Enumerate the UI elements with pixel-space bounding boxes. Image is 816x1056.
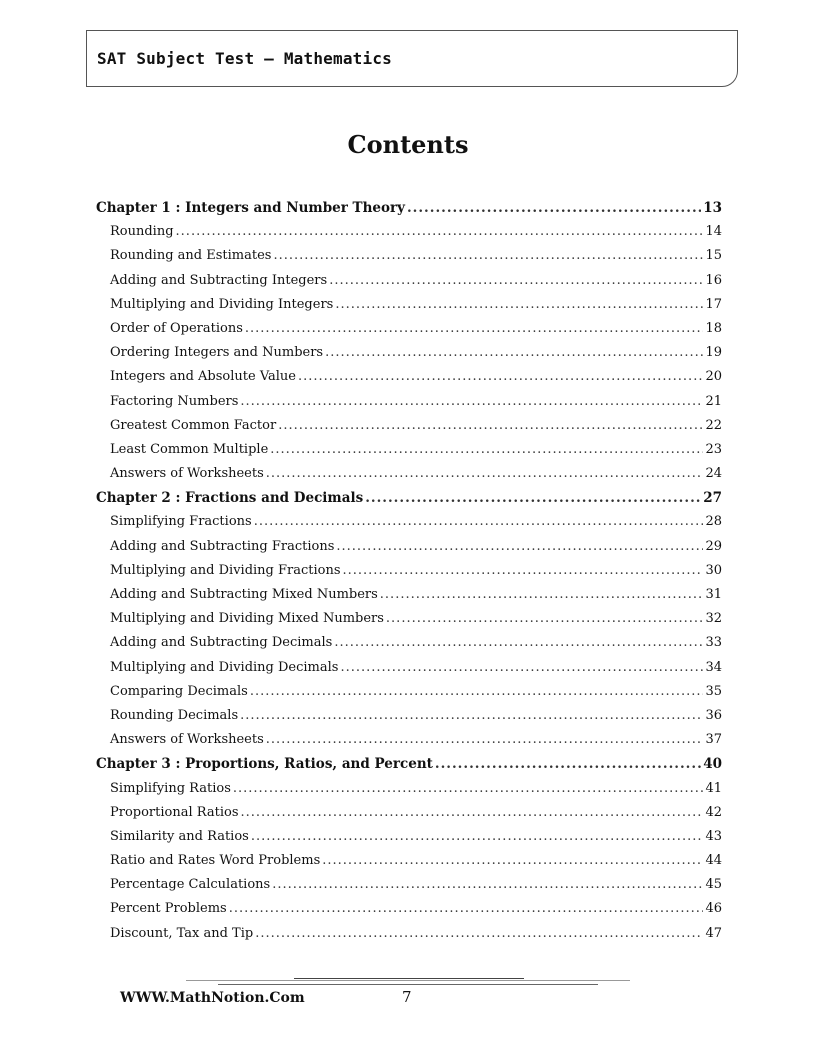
toc-section-row[interactable] xyxy=(96,656,722,680)
toc-entry-label: Multiplying and Dividing Decimals xyxy=(110,659,339,675)
toc-entry-page: 20 xyxy=(705,369,722,385)
toc-entry-page: 47 xyxy=(705,925,722,941)
toc-section-row[interactable] xyxy=(96,825,722,849)
toc-entry-label: Least Common Multiple xyxy=(110,441,269,457)
toc-entry-page: 15 xyxy=(705,248,722,264)
toc-entry-page: 34 xyxy=(705,659,722,675)
dot-leader xyxy=(365,486,701,510)
toc-section-row[interactable] xyxy=(96,607,722,631)
toc-entry-page: 18 xyxy=(705,320,722,336)
toc-section-row[interactable] xyxy=(96,559,722,583)
toc-section-row[interactable] xyxy=(96,849,722,873)
toc-section-row[interactable] xyxy=(96,220,722,244)
toc-entry-page: 24 xyxy=(705,466,722,482)
toc-entry-label: Integers and Absolute Value xyxy=(110,369,296,385)
toc-entry-label: Answers of Worksheets xyxy=(110,466,264,482)
dot-leader xyxy=(298,365,703,389)
header-title: SAT Subject Test – Mathematics xyxy=(97,49,392,68)
toc-entry-page: 37 xyxy=(705,732,722,748)
toc-section-row[interactable] xyxy=(96,365,722,389)
toc-section-row[interactable] xyxy=(96,777,722,801)
toc-entry-label: Proportional Ratios xyxy=(110,804,239,820)
toc-entry-label: Chapter 2 : Fractions and Decimals xyxy=(96,490,364,507)
dot-leader xyxy=(343,559,704,583)
dot-leader xyxy=(233,777,704,801)
toc-entry-page: 31 xyxy=(705,587,722,602)
toc-chapter-row[interactable] xyxy=(96,752,722,776)
toc-chapter-row[interactable] xyxy=(96,486,722,510)
dot-leader xyxy=(266,728,704,752)
toc-section-row[interactable] xyxy=(96,897,722,921)
toc-entry-label: Percent Problems xyxy=(110,901,227,917)
dot-leader xyxy=(380,583,704,607)
toc-section-row[interactable] xyxy=(96,583,722,607)
toc-entry-label: Ratio and Rates Word Problems xyxy=(110,853,321,869)
toc-section-row[interactable] xyxy=(96,535,722,559)
toc-section-row[interactable] xyxy=(96,510,722,534)
footer-rule xyxy=(186,980,630,981)
toc-entry-label: Adding and Subtracting Integers xyxy=(110,272,328,288)
header-box xyxy=(86,30,738,87)
toc-entry-label: Rounding and Estimates xyxy=(110,248,272,264)
toc-entry-label: Rounding xyxy=(110,224,174,240)
toc-entry-page: 16 xyxy=(705,272,722,288)
toc-section-row[interactable] xyxy=(96,414,722,438)
toc-section-row[interactable] xyxy=(96,317,722,341)
table-of-contents xyxy=(96,196,722,946)
toc-entry-page: 23 xyxy=(705,441,722,457)
toc-section-row[interactable] xyxy=(96,293,722,317)
toc-entry-page: 19 xyxy=(705,345,722,361)
dot-leader xyxy=(407,196,701,220)
toc-entry-label: Similarity and Ratios xyxy=(110,828,249,844)
toc-entry-page: 28 xyxy=(705,514,722,530)
dot-leader xyxy=(245,317,704,341)
toc-entry-label: Chapter 3 : Proportions, Ratios, and Percent xyxy=(96,756,433,773)
toc-entry-label: Adding and Subtracting Decimals xyxy=(110,635,333,651)
toc-entry-label: Ordering Integers and Numbers xyxy=(110,345,324,361)
dot-leader xyxy=(278,414,703,438)
toc-entry-page: 13 xyxy=(703,200,722,216)
toc-section-row[interactable] xyxy=(96,390,722,414)
toc-section-row[interactable] xyxy=(96,704,722,728)
dot-leader xyxy=(322,849,703,873)
toc-entry-label: Simplifying Fractions xyxy=(110,514,252,530)
toc-entry-page: 22 xyxy=(705,417,722,433)
toc-entry-label: Simplifying Ratios xyxy=(110,780,231,796)
dot-leader xyxy=(386,607,704,631)
toc-section-row[interactable] xyxy=(96,438,722,462)
toc-entry-page: 41 xyxy=(705,780,722,796)
dot-leader xyxy=(270,438,703,462)
toc-section-row[interactable] xyxy=(96,631,722,655)
toc-section-row[interactable] xyxy=(96,462,722,486)
toc-entry-label: Factoring Numbers xyxy=(110,393,239,409)
dot-leader xyxy=(255,922,703,946)
toc-entry-label: Answers of Worksheets xyxy=(110,732,264,748)
toc-entry-page: 35 xyxy=(705,683,722,699)
toc-entry-page: 43 xyxy=(705,828,722,844)
toc-section-row[interactable] xyxy=(96,269,722,293)
toc-entry-page: 42 xyxy=(705,804,722,820)
toc-entry-label: Comparing Decimals xyxy=(110,683,248,699)
toc-entry-page: 29 xyxy=(705,538,722,554)
dot-leader xyxy=(340,656,703,680)
toc-entry-page: 44 xyxy=(705,853,722,869)
toc-section-row[interactable] xyxy=(96,341,722,365)
toc-section-row[interactable] xyxy=(96,801,722,825)
toc-entry-page: 45 xyxy=(705,877,722,893)
footer-site: WWW.MathNotion.Com xyxy=(120,990,305,1006)
toc-entry-page: 14 xyxy=(705,224,722,240)
toc-section-row[interactable] xyxy=(96,680,722,704)
toc-entry-page: 30 xyxy=(705,562,722,578)
toc-section-row[interactable] xyxy=(96,728,722,752)
dot-leader xyxy=(335,293,703,317)
footer-rule xyxy=(294,978,524,979)
toc-entry-label: Adding and Subtracting Fractions xyxy=(110,538,335,554)
dot-leader xyxy=(273,244,703,268)
toc-entry-page: 36 xyxy=(705,707,722,723)
toc-entry-label: Multiplying and Dividing Fractions xyxy=(110,562,341,578)
dot-leader xyxy=(240,704,703,728)
toc-entry-label: Greatest Common Factor xyxy=(110,417,277,433)
toc-entry-label: Multiplying and Dividing Integers xyxy=(110,296,334,312)
dot-leader xyxy=(251,825,704,849)
dot-leader xyxy=(241,801,704,825)
toc-entry-page: 46 xyxy=(705,901,722,917)
dot-leader xyxy=(325,341,703,365)
toc-entry-page: 33 xyxy=(705,635,722,651)
toc-entry-page: 40 xyxy=(703,756,722,773)
dot-leader xyxy=(272,873,703,897)
page-number: 7 xyxy=(402,988,412,1006)
toc-chapter-row[interactable] xyxy=(96,196,722,220)
toc-section-row[interactable] xyxy=(96,244,722,268)
dot-leader xyxy=(229,897,704,921)
toc-entry-page: 32 xyxy=(705,611,722,627)
dot-leader xyxy=(254,510,704,534)
dot-leader xyxy=(334,631,703,655)
toc-section-row[interactable] xyxy=(96,873,722,897)
dot-leader xyxy=(250,680,704,704)
toc-entry-label: Multiplying and Dividing Mixed Numbers xyxy=(110,611,384,627)
toc-entry-label: Percentage Calculations xyxy=(110,877,271,893)
footer-rule xyxy=(218,984,598,985)
toc-entry-label: Discount, Tax and Tip xyxy=(110,925,254,941)
contents-title: Contents xyxy=(347,130,469,159)
toc-entry-page: 27 xyxy=(703,490,722,507)
dot-leader xyxy=(266,462,704,486)
toc-entry-label: Chapter 1 : Integers and Number Theory xyxy=(96,200,405,216)
toc-entry-label: Adding and Subtracting Mixed Numbers xyxy=(110,587,378,602)
toc-entry-label: Rounding Decimals xyxy=(110,707,239,723)
dot-leader xyxy=(240,390,703,414)
toc-section-row[interactable] xyxy=(96,922,722,946)
dot-leader xyxy=(336,535,703,559)
toc-entry-label: Order of Operations xyxy=(110,320,243,336)
dot-leader xyxy=(329,269,703,293)
toc-entry-page: 21 xyxy=(705,393,722,409)
dot-leader xyxy=(435,752,701,776)
toc-entry-page: 17 xyxy=(705,296,722,312)
dot-leader xyxy=(176,220,704,244)
